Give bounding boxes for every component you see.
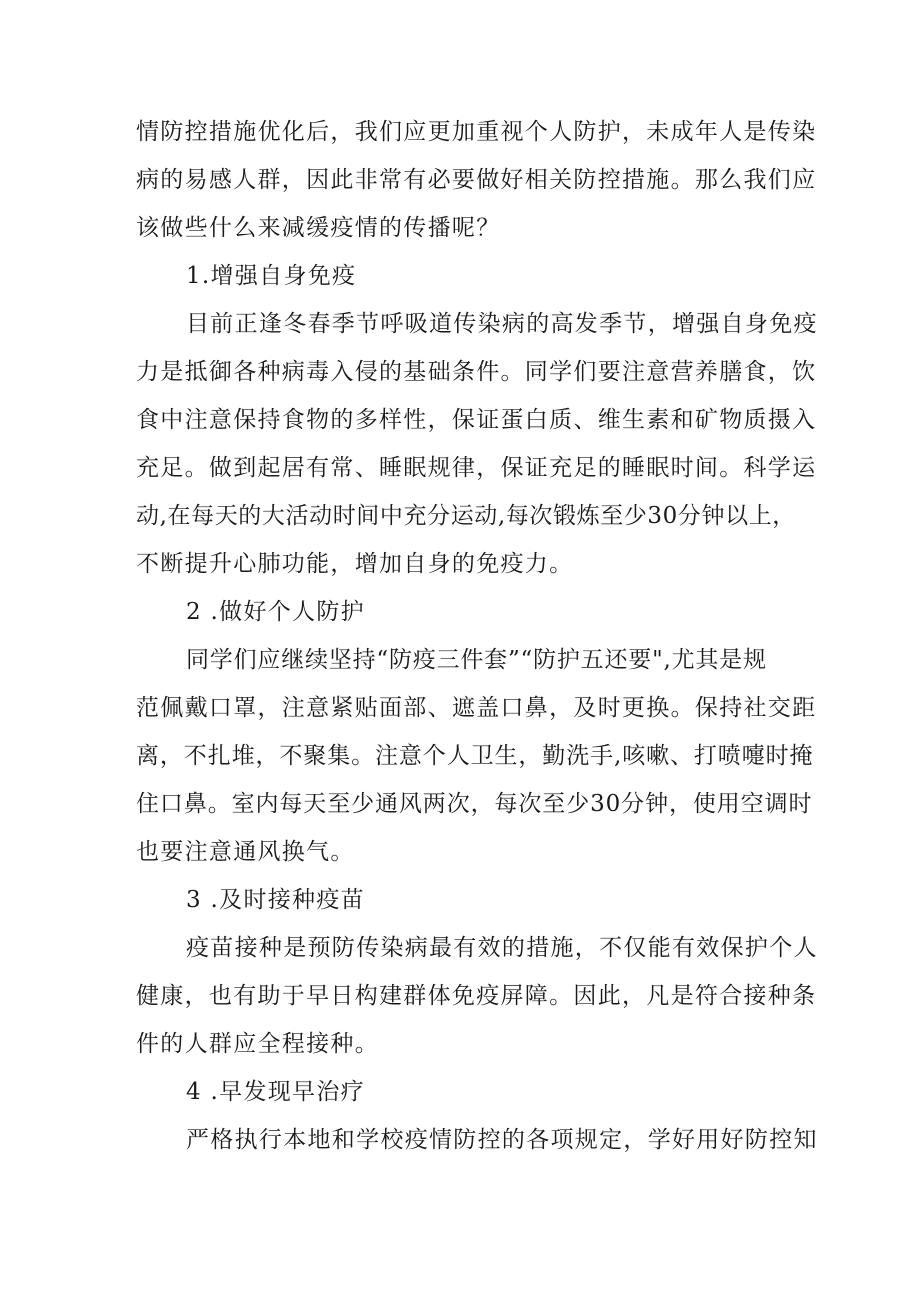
paragraph-line: 件的人群应全程接种。	[136, 1031, 379, 1057]
paragraph-line: 健康，也有助于早日构建群体免疫屏障。因此，凡是符合接种条	[136, 983, 817, 1009]
paragraph-line: 离，不扎堆，不聚集。注意个人卫生，勤洗手,咳嗽、打喷嚏时掩	[136, 743, 814, 769]
section-heading-2: 2 .做好个人防护	[186, 599, 365, 625]
paragraph-line: 严格执行本地和学校疫情防控的各项规定，学好用好防控知	[186, 1127, 818, 1153]
paragraph-line: 食中注意保持食物的多样性，保证蛋白质、维生素和矿物质摄入	[136, 407, 817, 433]
paragraph-line: 不断提升心肺功能，增加自身的免疫力。	[136, 551, 574, 577]
paragraph-line: 同学们应继续坚持“防疫三件套”“防护五还要",尤其是规	[186, 647, 767, 673]
paragraph-line: 动,在每天的大活动时间中充分运动,每次锻炼至少30分钟以上，	[136, 503, 796, 529]
paragraph-line: 力是抵御各种病毒入侵的基础条件。同学们要注意营养膳食，饮	[136, 359, 817, 385]
section-heading-3: 3 .及时接种疫苗	[186, 887, 365, 913]
paragraph-line: 住口鼻。室内每天至少通风两次，每次至少30分钟，使用空调时	[136, 791, 813, 817]
paragraph-line: 也要注意通风换气。	[136, 839, 355, 865]
section-heading-1: 1.增强自身免疫	[186, 263, 357, 289]
paragraph-line: 情防控措施优化后，我们应更加重视个人防护，未成年人是传染	[136, 119, 817, 145]
paragraph-line: 该做些什么来减缓疫情的传播呢？	[136, 215, 501, 241]
paragraph-line: 病的易感人群，因此非常有必要做好相关防控措施。那么我们应	[136, 167, 817, 193]
paragraph-line: 范佩戴口罩，注意紧贴面部、遮盖口鼻，及时更换。保持社交距	[136, 695, 817, 721]
paragraph-line: 充足。做到起居有常、睡眠规律，保证充足的睡眠时间。科学运	[136, 455, 817, 481]
paragraph-line: 目前正逢冬春季节呼吸道传染病的高发季节，增强自身免疫	[186, 311, 818, 337]
section-heading-4: 4 .早发现早治疗	[186, 1079, 365, 1105]
paragraph-line: 疫苗接种是预防传染病最有效的措施，不仅能有效保护个人	[186, 935, 818, 961]
